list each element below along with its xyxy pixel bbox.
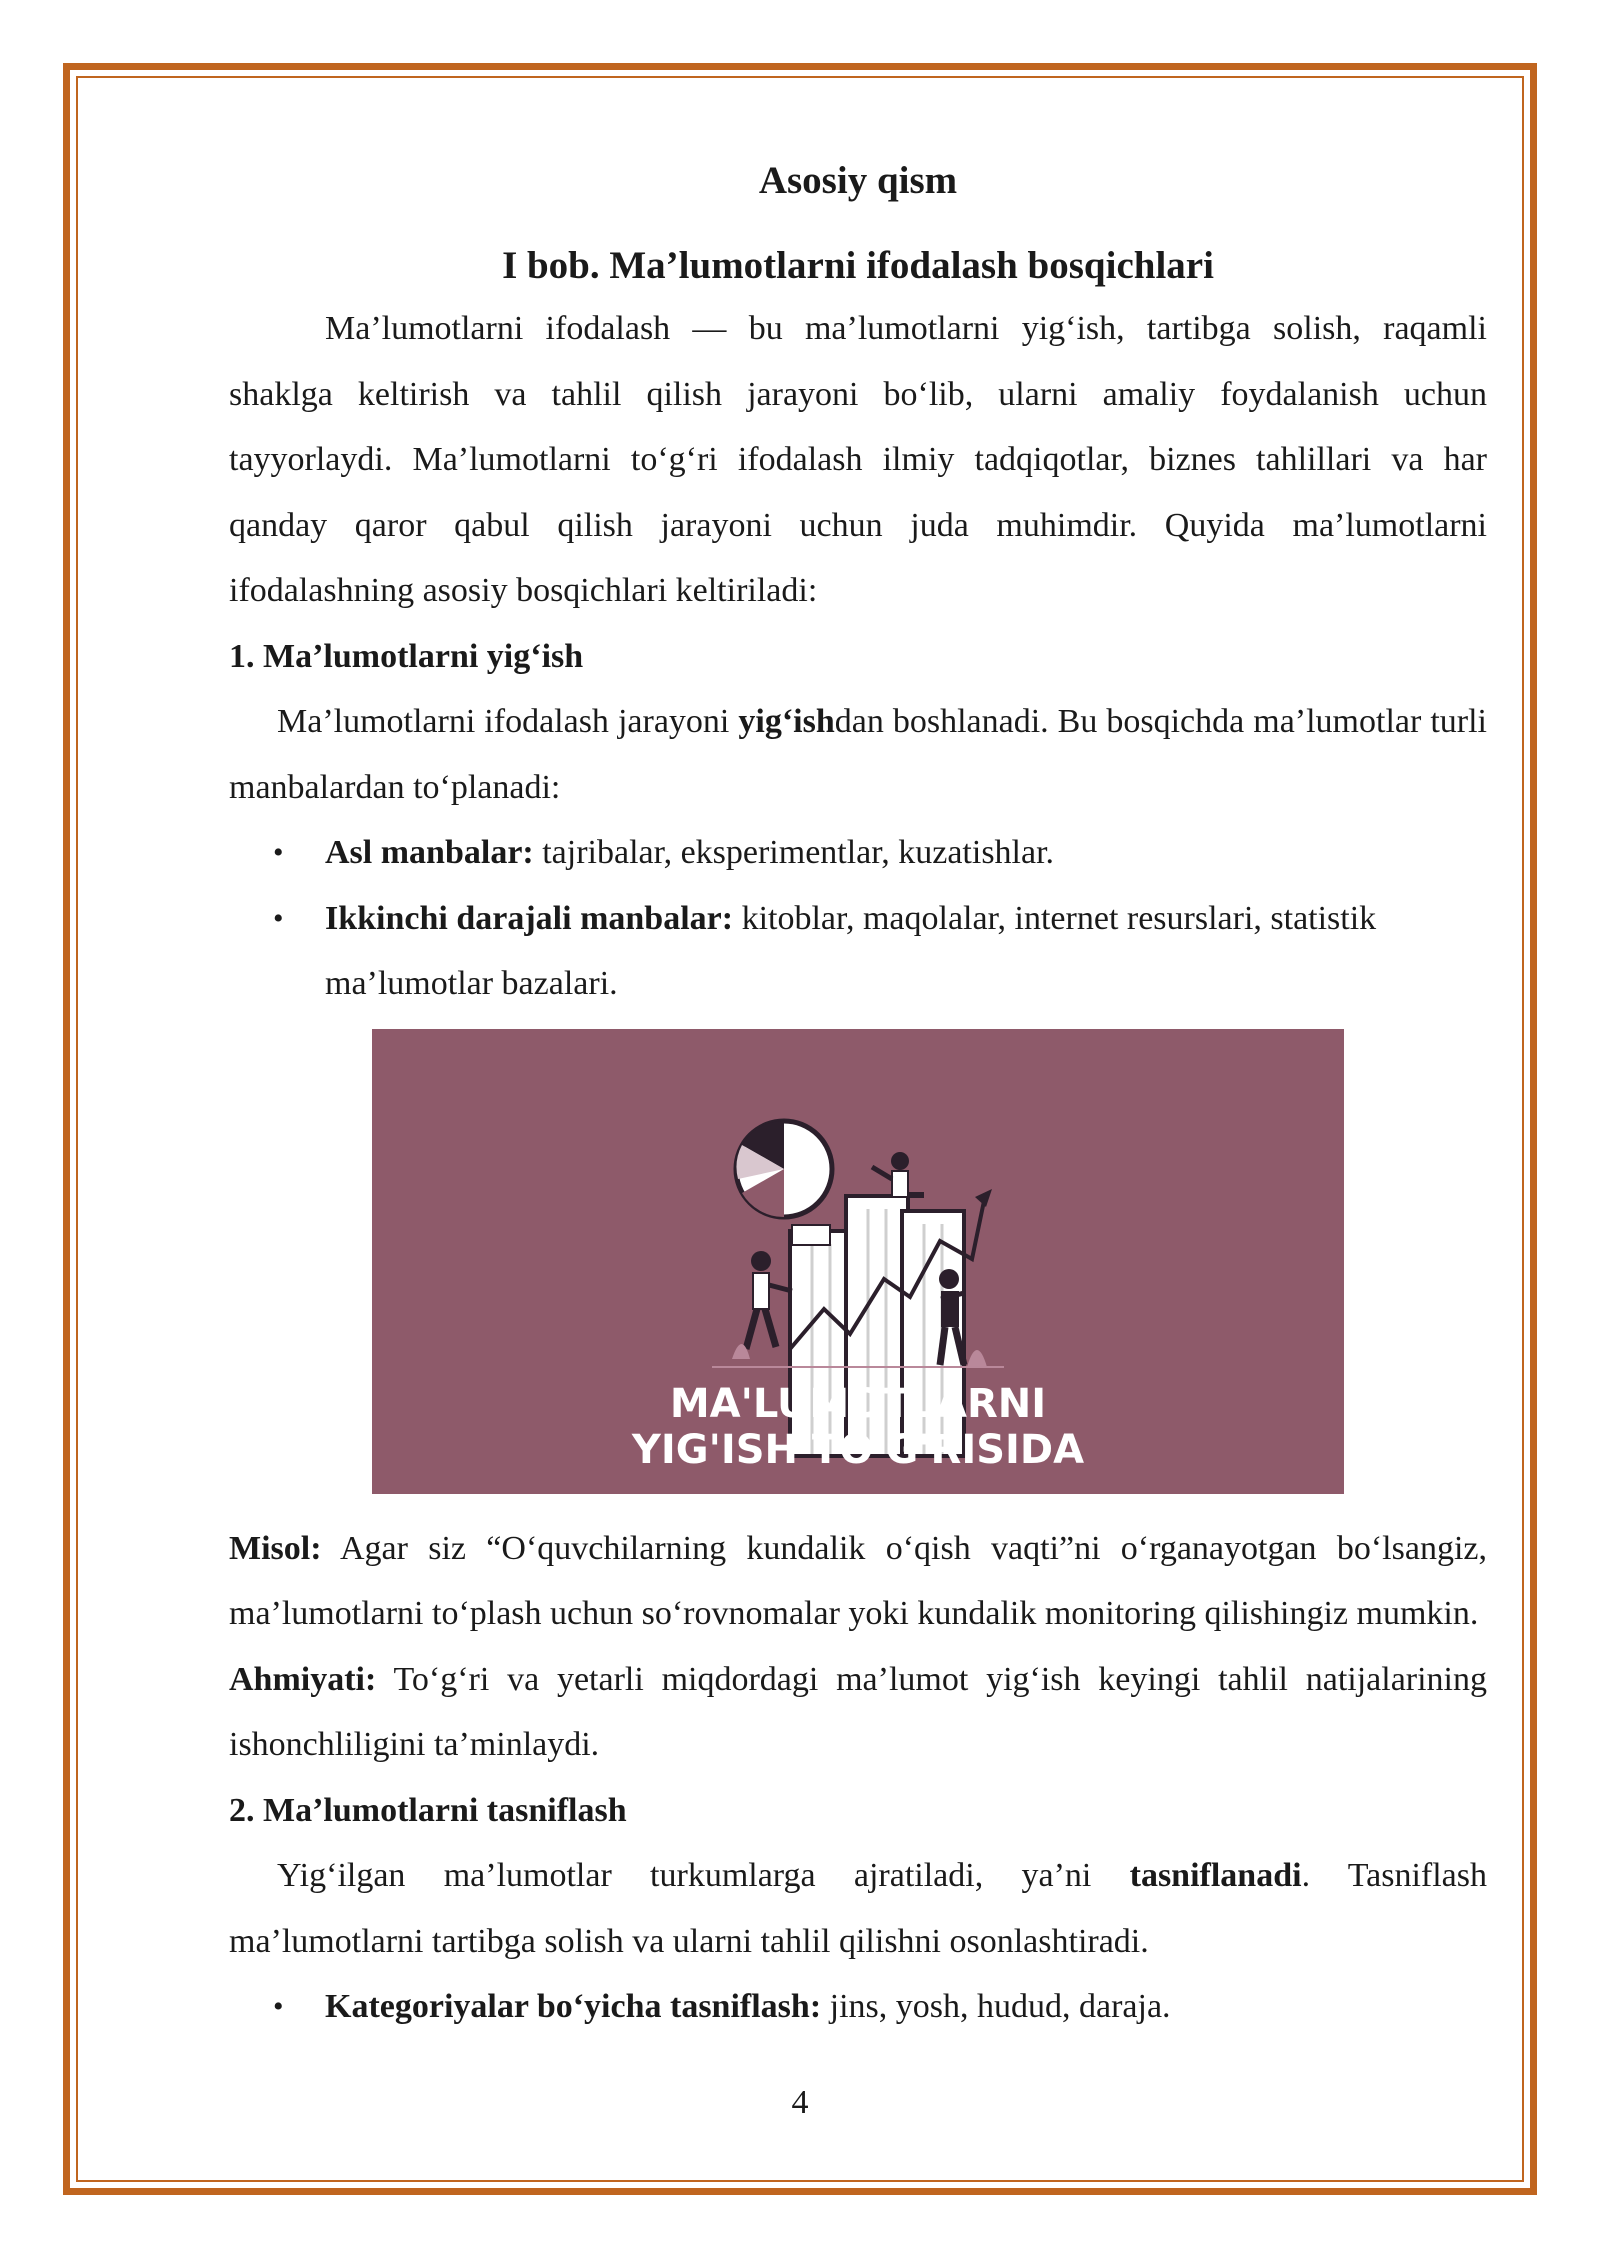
example-label: Misol: <box>229 1529 322 1567</box>
bullet-text: kitoblar, maqolalar, internet resurslari, statistik ma’lumotlar bazalari. <box>325 899 1377 1002</box>
illustration-graphic <box>372 1029 1344 1494</box>
importance-paragraph <box>229 1647 1487 1778</box>
section-2-text: Yig‘ilgan ma’lumotlar turkumlarga ajratiladi, ya’ni <box>277 1857 1130 1894</box>
section-1-text: Ma’lumotlarni ifodalash jarayoni <box>277 703 739 740</box>
section-1-title: 1. Ma’lumotlarni yig‘ish <box>229 637 584 675</box>
page-content <box>229 142 1487 2040</box>
importance-text: To‘g‘ri va yetarli miqdordagi ma’lumot yig‘ish keyingi tahlil natijalarining ishonchliligini ta’minlaydi. <box>229 1660 1487 1763</box>
bullet-label: Kategoriyalar bo‘yicha tasniflash: <box>325 1988 822 2025</box>
section-1-text-rest: dan boshlanadi. Bu bosqichda ma’lumotlar turli manbalardan to‘planadi: <box>229 703 1487 806</box>
bullet-label: Asl manbalar: <box>325 834 534 871</box>
bullet-icon: • <box>273 1990 284 2023</box>
bullet-icon: • <box>273 901 284 935</box>
bullet-label: Ikkinchi darajali manbalar: <box>325 899 734 937</box>
bullet-item <box>273 820 1487 886</box>
bullet-item <box>273 1974 1487 2040</box>
page-number: 4 <box>791 2084 809 2121</box>
intro-paragraph: Ma’lumotlarni ifodalash — bu ma’lumotlarni yig‘ish, tartibga solish, raqamli shaklga keltirish va tahlil qilish jarayoni bo‘lib, ularni amaliy foydalanish uchun tayyorlaydi. Ma’lumotlarni to‘g‘ri ifodalash ilmiy tadqiqotlar, biznes tahlillari va har qanday qaror qabul qilish jarayoni uchun juda muhimdir. Quyida ma’lumotlarni ifodalashning asosiy bosqichlari keltiriladi: <box>229 310 1487 609</box>
person-icon <box>891 1152 909 1170</box>
section-2-title: 2. Ma’lumotlarni tasniflash <box>229 1791 627 1829</box>
bullet-icon: • <box>273 836 284 869</box>
section-2-paragraph <box>229 1843 1487 1974</box>
section-1-bold-term: yig‘ish <box>738 703 835 740</box>
section-2-bold-term: tasniflanadi <box>1129 1857 1302 1894</box>
example-text: Agar siz “O‘quvchilarning kundalik o‘qish vaqti”ni o‘rganayotgan bo‘lsangiz, ma’lumotlarni to‘plash uchun so‘rovnomalar yoki kundalik monitoring qilishingiz mumkin. <box>229 1529 1487 1632</box>
person-icon <box>939 1269 959 1289</box>
page-heading: Asosiy qism <box>758 159 958 202</box>
bullet-item <box>273 886 1487 1017</box>
section-1-paragraph <box>229 689 1487 820</box>
section-1-bullet-list <box>229 820 1487 1017</box>
person-icon <box>751 1251 771 1271</box>
bullet-text: jins, yosh, hudud, daraja. <box>821 1988 1171 2025</box>
importance-label: Ahmiyati: <box>229 1660 377 1698</box>
illustration-caption-line1: MA'LUMOTLARNI <box>669 1380 1047 1427</box>
example-paragraph <box>229 1516 1487 1647</box>
bullet-text: tajribalar, eksperimentlar, kuzatishlar. <box>533 834 1055 871</box>
chapter-title: I bob. Ma’lumotlarni ifodalash bosqichlari <box>502 244 1214 287</box>
section-2-text-rest: . Tasniflash ma’lumotlarni tartibga solish va ularni tahlil qilishni osonlashtiradi. <box>229 1857 1487 1960</box>
section-2-bullet-list <box>229 1974 1487 2040</box>
data-collection-illustration <box>372 1029 1344 1494</box>
illustration-caption-line2: YIG'ISH TO'G'RISIDA <box>631 1426 1085 1473</box>
